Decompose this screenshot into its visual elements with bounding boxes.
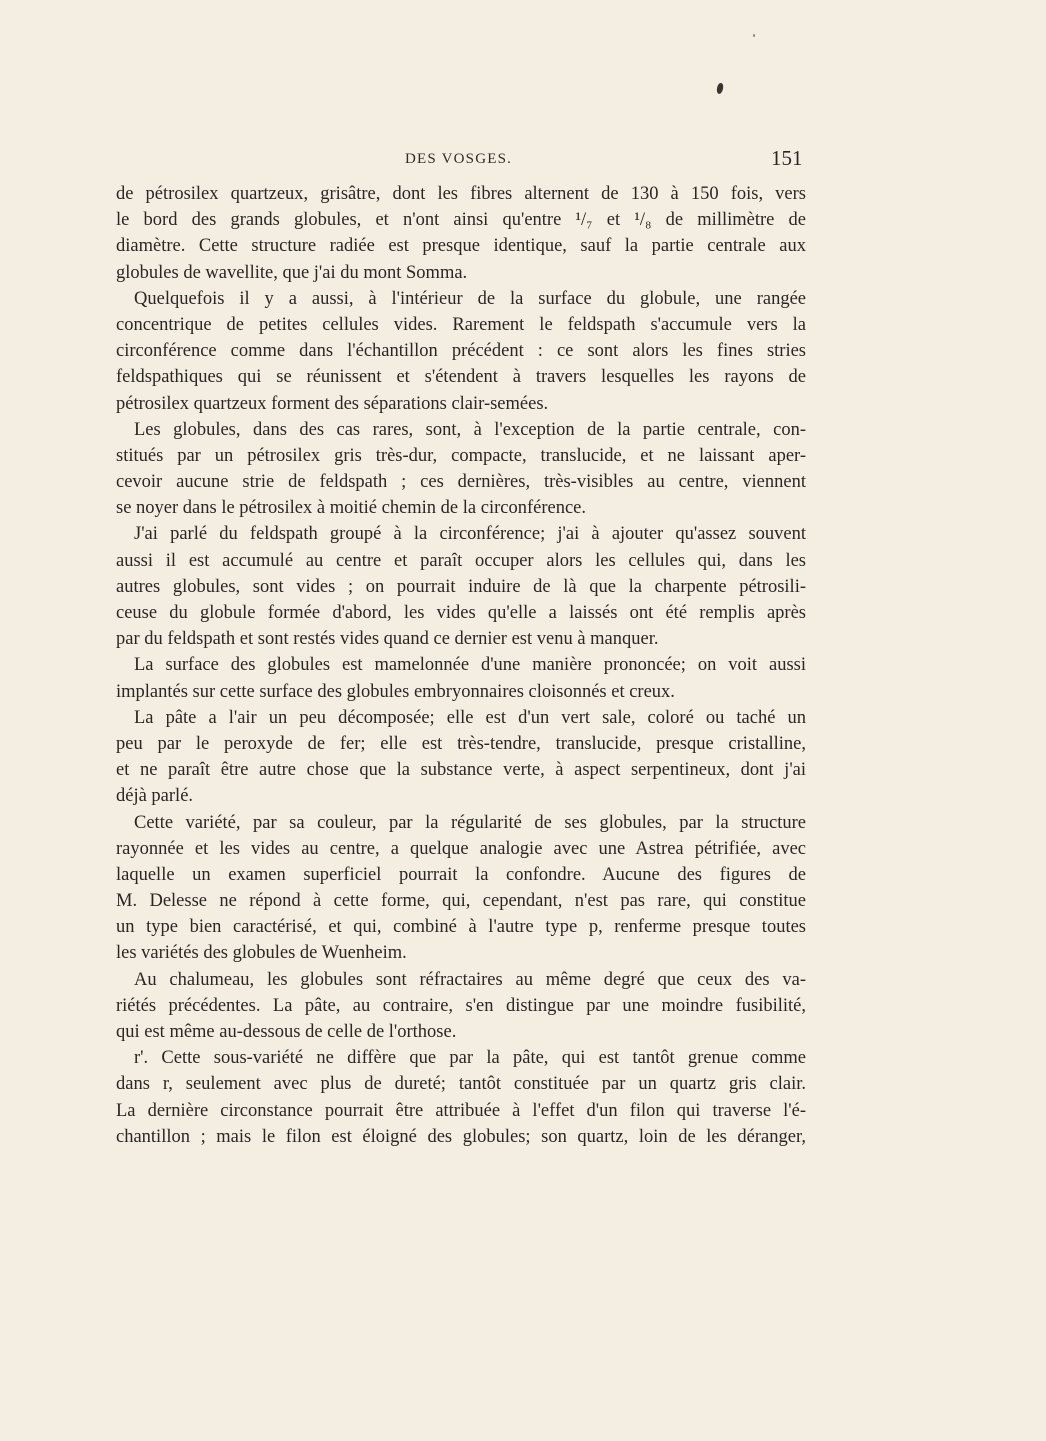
text-line: Les globules, dans des cas rares, sont, à l'exception de la partie centrale, con- xyxy=(134,419,806,440)
text-line: se noyer dans le pétrosilex à moitié chemin de la circonférence. xyxy=(116,498,587,519)
body-text xyxy=(116,181,806,1150)
text-line: aussi il est accumulé au centre et paraît occuper alors les cellules qui, dans les xyxy=(116,550,806,571)
text-line: concentrique de petites cellules vides. Rarement le feldspath s'accumule vers la xyxy=(116,314,806,335)
text-line: ceuse du globule formée d'abord, les vides qu'elle a laissés ont été remplis après xyxy=(116,603,806,623)
text-line: La surface des globules est mamelonnée d'une manière prononcée; on voit aussi xyxy=(134,655,806,676)
text-line: autres globules, sont vides ; on pourrait induire de là que la charpente pétrosili- xyxy=(116,576,806,597)
text-line: par du feldspath et sont restés vides quand ce dernier est venu à manquer. xyxy=(116,629,659,650)
text-line: pétrosilex quartzeux forment des séparations clair-semées. xyxy=(116,393,549,414)
text-line: diamètre. Cette structure radiée est presque identique, sauf la partie centrale aux xyxy=(116,236,806,257)
running-head: DES VOSGES. xyxy=(405,151,513,167)
text-line: M. Delesse ne répond à cette forme, qui, cependant, n'est pas rare, qui constitue xyxy=(116,891,806,912)
text-line: cevoir aucune strie de feldspath ; ces dernières, très-visibles au centre, viennent xyxy=(116,472,806,493)
ink-blot xyxy=(716,82,724,94)
text-line: globules de wavellite, que j'ai du mont Somma. xyxy=(116,262,468,283)
text-line: les variétés des globules de Wuenheim. xyxy=(116,943,407,964)
text-line: déjà parlé. xyxy=(116,786,194,807)
text-line: La pâte a l'air un peu décomposée; elle est d'un vert sale, coloré ou taché un xyxy=(134,707,806,728)
text-line: implantés sur cette surface des globules embryonnaires cloisonnés et creux. xyxy=(116,681,675,702)
text-line: rayonnée et les vides au centre, a quelque analogie avec une Astrea pétrifiée, avec xyxy=(116,838,806,859)
text-line: feldspathiques qui se réunissent et s'étendent à travers lesquelles les rayons de xyxy=(116,367,806,388)
text-line: Cette variété, par sa couleur, par la régularité de ses globules, par la structure xyxy=(134,812,806,833)
text-line: de pétrosilex quartzeux, grisâtre, dont les fibres alternent de 130 à 150 fois, vers xyxy=(116,184,806,204)
ink-speck xyxy=(753,34,755,37)
text-line: qui est même au-dessous de celle de l'orthose. xyxy=(116,1022,457,1042)
text-line: chantillon ; mais le filon est éloigné des globules; son quartz, loin de les déranger, xyxy=(116,1126,806,1147)
text-line: stitués par un pétrosilex gris très-dur, compacte, translucide, et ne laissant aper- xyxy=(116,445,806,466)
text-line: J'ai parlé du feldspath groupé à la circonférence; j'ai à ajouter qu'assez souvent xyxy=(134,524,806,545)
page-number: 151 xyxy=(771,146,803,170)
text-line: circonférence comme dans l'échantillon précédent : ce sont alors les fines stries xyxy=(116,341,806,362)
text-line: riétés précédentes. La pâte, au contraire, s'en distingue par une moindre fusibilité, xyxy=(116,995,806,1016)
text-line: peu par le peroxyde de fer; elle est très-tendre, translucide, presque cristalline, xyxy=(116,733,806,754)
text-line: le bord des grands globules, et n'ont ainsi qu'entre ¹/₇ et ¹/₈ de millimètre de xyxy=(116,210,806,231)
text-line: Quelquefois il y a aussi, à l'intérieur de la surface du globule, une rangée xyxy=(134,288,806,309)
text-line: La dernière circonstance pourrait être attribuée à l'effet d'un filon qui traverse l'é- xyxy=(116,1100,806,1121)
text-line: Au chalumeau, les globules sont réfractaires au même degré que ceux des va- xyxy=(134,969,806,990)
text-line: r'. Cette sous-variété ne diffère que par la pâte, qui est tantôt grenue comme xyxy=(134,1048,806,1069)
text-line: laquelle un examen superficiel pourrait la confondre. Aucune des figures de xyxy=(116,864,806,885)
text-line: dans r, seulement avec plus de dureté; tantôt constituée par un quartz gris clair. xyxy=(116,1074,806,1095)
text-line: un type bien caractérisé, et qui, combiné à l'autre type p, renferme presque toutes xyxy=(116,917,806,938)
text-line: et ne paraît être autre chose que la substance verte, à aspect serpentineux, dont j'ai xyxy=(116,760,806,781)
